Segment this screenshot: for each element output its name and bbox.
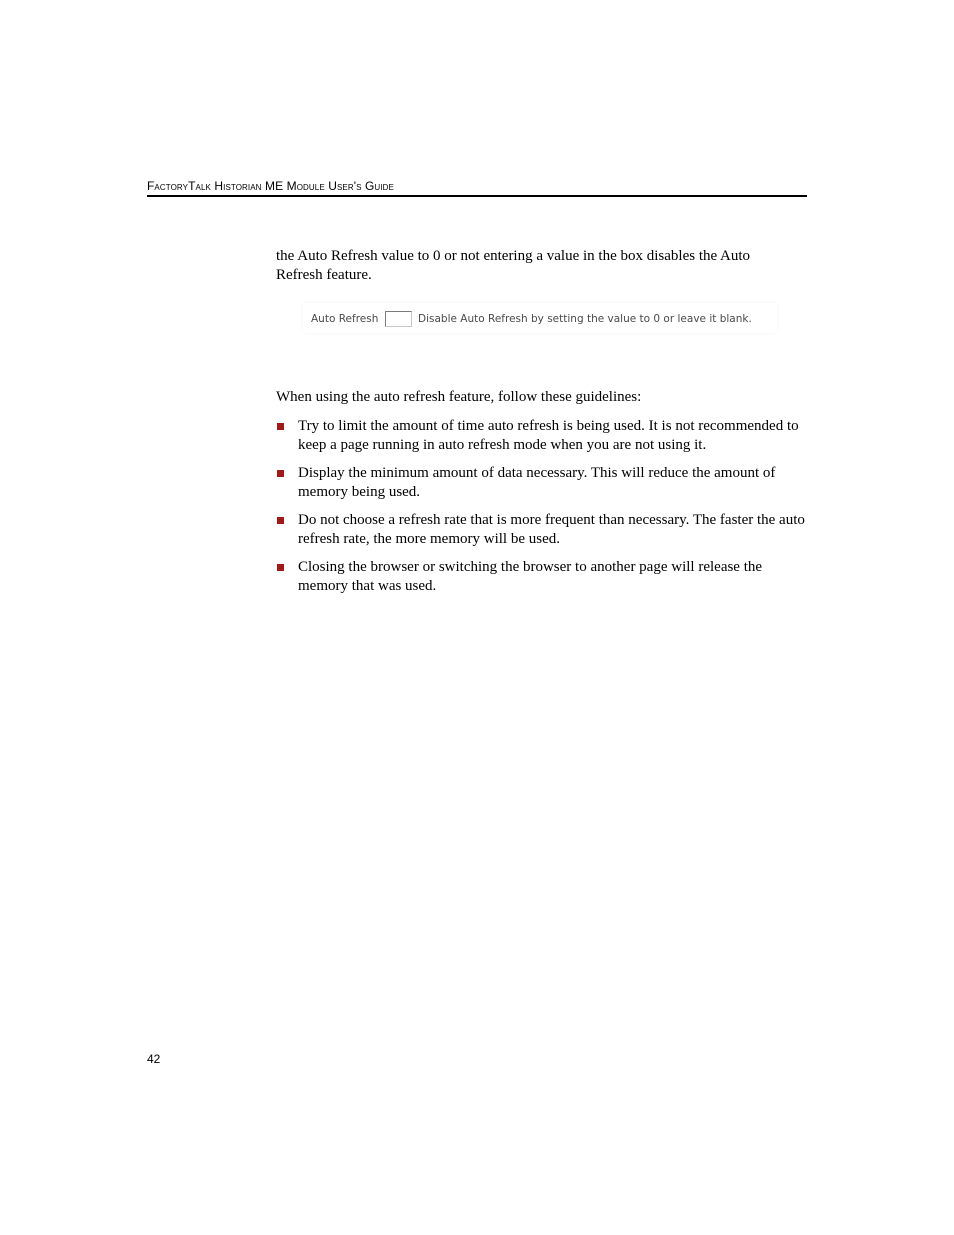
list-item	[276, 558, 808, 596]
list-item	[276, 511, 808, 549]
list-item-text: Do not choose a refresh rate that is more frequent than necessary. The faster the auto refresh rate, the more memory will be used.	[298, 512, 805, 547]
square-bullet-icon	[277, 423, 284, 430]
auto-refresh-label: Auto Refresh	[311, 313, 379, 325]
list-item-text: Display the minimum amount of data necessary. This will reduce the amount of memory being used.	[298, 465, 776, 500]
square-bullet-icon	[277, 517, 284, 524]
square-bullet-icon	[277, 470, 284, 477]
running-header: FactoryTalk Historian ME Module User's Guide	[147, 179, 394, 193]
square-bullet-icon	[277, 564, 284, 571]
auto-refresh-figure	[303, 303, 777, 333]
auto-refresh-input[interactable]	[385, 311, 412, 327]
list-item	[276, 417, 808, 455]
list-item	[276, 464, 808, 502]
page-number: 42	[147, 1052, 161, 1066]
intro-paragraph: the Auto Refresh value to 0 or not entering a value in the box disables the Auto Refresh feature.	[276, 248, 751, 283]
guidelines-list	[276, 417, 808, 605]
list-item-text: Try to limit the amount of time auto refresh is being used. It is not recommended to keep a page running in auto refresh mode when you are not using it.	[298, 418, 799, 453]
guidelines-intro: When using the auto refresh feature, follow these guidelines:	[276, 389, 642, 405]
auto-refresh-hint: Disable Auto Refresh by setting the value to 0 or leave it blank.	[418, 313, 752, 325]
list-item-text: Closing the browser or switching the browser to another page will release the memory that was used.	[298, 559, 763, 594]
header-rule	[147, 195, 807, 197]
